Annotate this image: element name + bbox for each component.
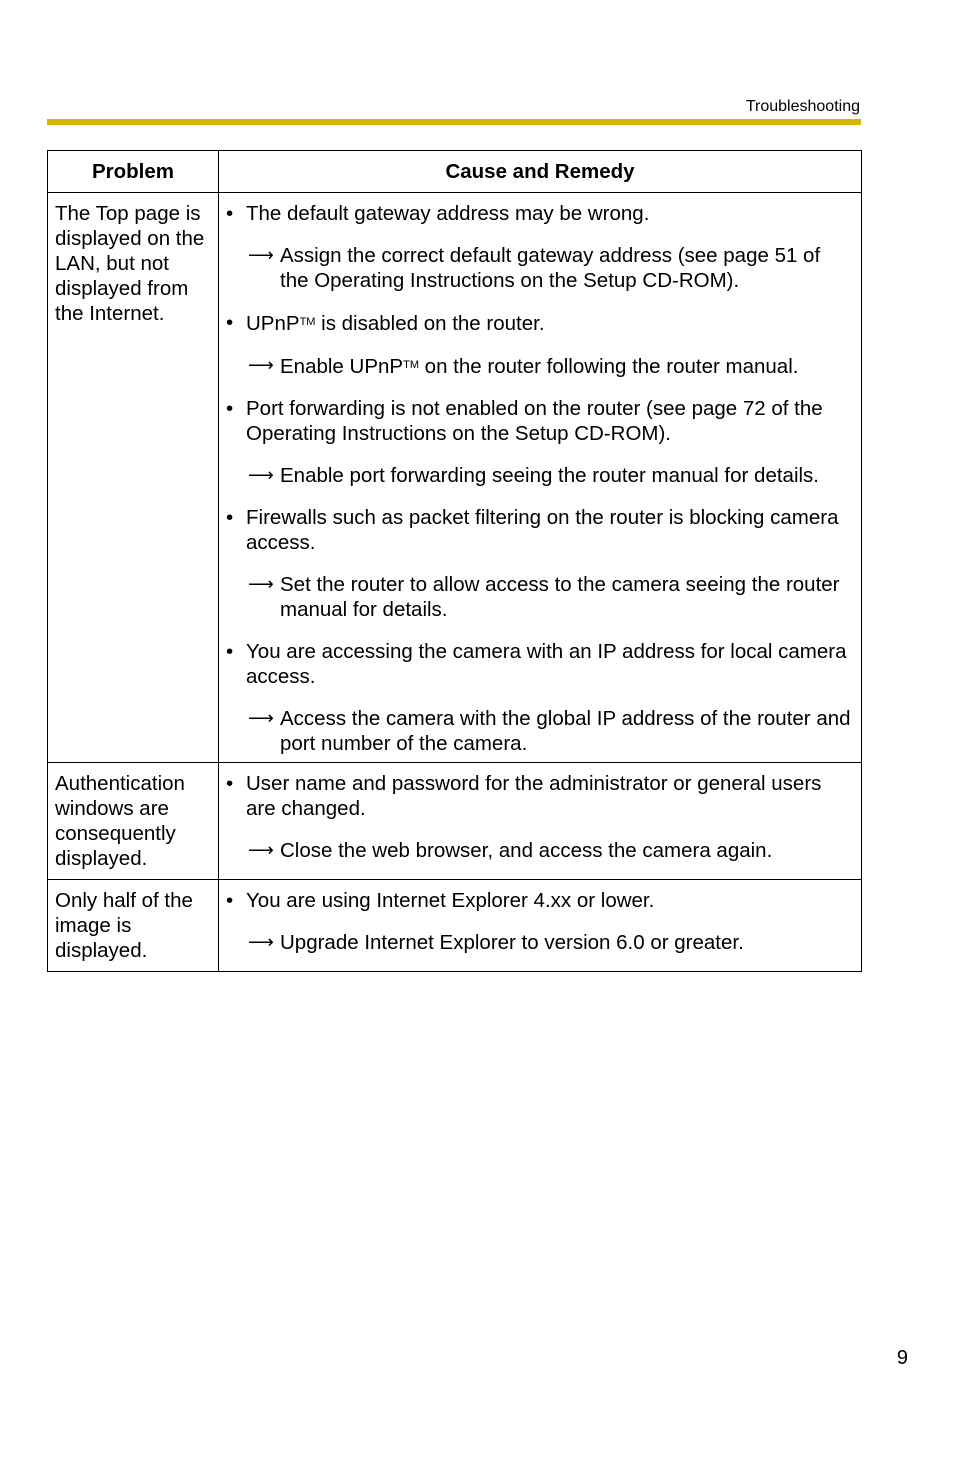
remedy-text: Access the camera with the global IP address of the router and port number of the camera.: [280, 707, 851, 755]
cause-text: You are accessing the camera with an IP address for local camera access.: [246, 640, 847, 688]
remedy-text: Set the router to allow access to the camera seeing the router manual for details.: [280, 573, 840, 621]
remedy-item: [226, 838, 851, 863]
remedy-item: [226, 572, 851, 622]
remedy-text-post: on the router following the router manual.: [418, 355, 799, 378]
remedy-cell: [219, 193, 862, 763]
cause-text: The default gateway address may be wrong.: [246, 202, 650, 225]
cause-text: Port forwarding is not enabled on the router (see page 72 of the Operating Instructions on the Setup CD-ROM).: [246, 397, 823, 445]
remedy-item: [226, 930, 851, 955]
remedy-cell: [219, 763, 862, 880]
arrow-right-icon: ⟶: [248, 355, 274, 375]
bullet-icon: •: [226, 397, 234, 420]
problem-cell: The Top page is displayed on the LAN, but not displayed from the Internet.: [48, 193, 219, 763]
cause-item: [226, 310, 851, 336]
cause-item: [226, 201, 851, 226]
trademark-mark: TM: [403, 359, 419, 371]
remedy-item: [226, 353, 851, 379]
cause-text-post: is disabled on the router.: [315, 312, 545, 335]
bullet-icon: •: [226, 506, 234, 529]
bullet-icon: •: [226, 311, 234, 334]
arrow-right-icon: ⟶: [248, 574, 274, 594]
arrow-right-icon: ⟶: [248, 465, 274, 485]
arrow-right-icon: ⟶: [248, 245, 274, 265]
cause-text: Firewalls such as packet filtering on the router is blocking camera access.: [246, 506, 839, 554]
cause-item: [226, 505, 851, 555]
header-rule: [47, 119, 861, 125]
arrow-right-icon: ⟶: [248, 932, 274, 952]
bullet-icon: •: [226, 889, 234, 912]
cause-text: User name and password for the administrator or general users are changed.: [246, 772, 822, 820]
remedy-text: Upgrade Internet Explorer to version 6.0 or greater.: [280, 931, 744, 954]
table-row: [48, 880, 862, 972]
remedy-item: [226, 243, 851, 293]
cause-item: [226, 396, 851, 446]
cause-item: [226, 771, 851, 821]
table-header-row: [48, 151, 862, 193]
troubleshooting-table: [47, 150, 862, 972]
bullet-icon: •: [226, 772, 234, 795]
remedy-text: Close the web browser, and access the camera again.: [280, 839, 773, 862]
cause-item: [226, 639, 851, 689]
remedy-item: [226, 706, 851, 756]
arrow-right-icon: ⟶: [248, 840, 274, 860]
cause-text: [246, 312, 545, 335]
bullet-icon: •: [226, 640, 234, 663]
remedy-text: Assign the correct default gateway address (see page 51 of the Operating Instructions on the Setup CD-ROM).: [280, 244, 821, 292]
cause-text: You are using Internet Explorer 4.xx or lower.: [246, 889, 655, 912]
column-header-cause-remedy: Cause and Remedy: [219, 151, 862, 193]
remedy-text: [280, 355, 798, 378]
remedy-text-pre: Enable UPnP: [280, 355, 404, 378]
remedy-cell: [219, 880, 862, 972]
arrow-right-icon: ⟶: [248, 708, 274, 728]
table-row: [48, 193, 862, 763]
bullet-icon: •: [226, 202, 234, 225]
page-number: 9: [896, 1347, 908, 1369]
cause-item: [226, 888, 851, 913]
table-row: [48, 763, 862, 880]
cause-text-pre: UPnP: [246, 312, 300, 335]
column-header-problem: Problem: [48, 151, 219, 193]
remedy-text: Enable port forwarding seeing the router manual for details.: [280, 464, 820, 487]
remedy-item: [226, 463, 851, 488]
trademark-mark: TM: [299, 316, 316, 328]
problem-cell: Only half of the image is displayed.: [48, 880, 219, 972]
problem-cell: Authentication windows are consequently displayed.: [48, 763, 219, 880]
section-title: Troubleshooting: [745, 98, 860, 115]
